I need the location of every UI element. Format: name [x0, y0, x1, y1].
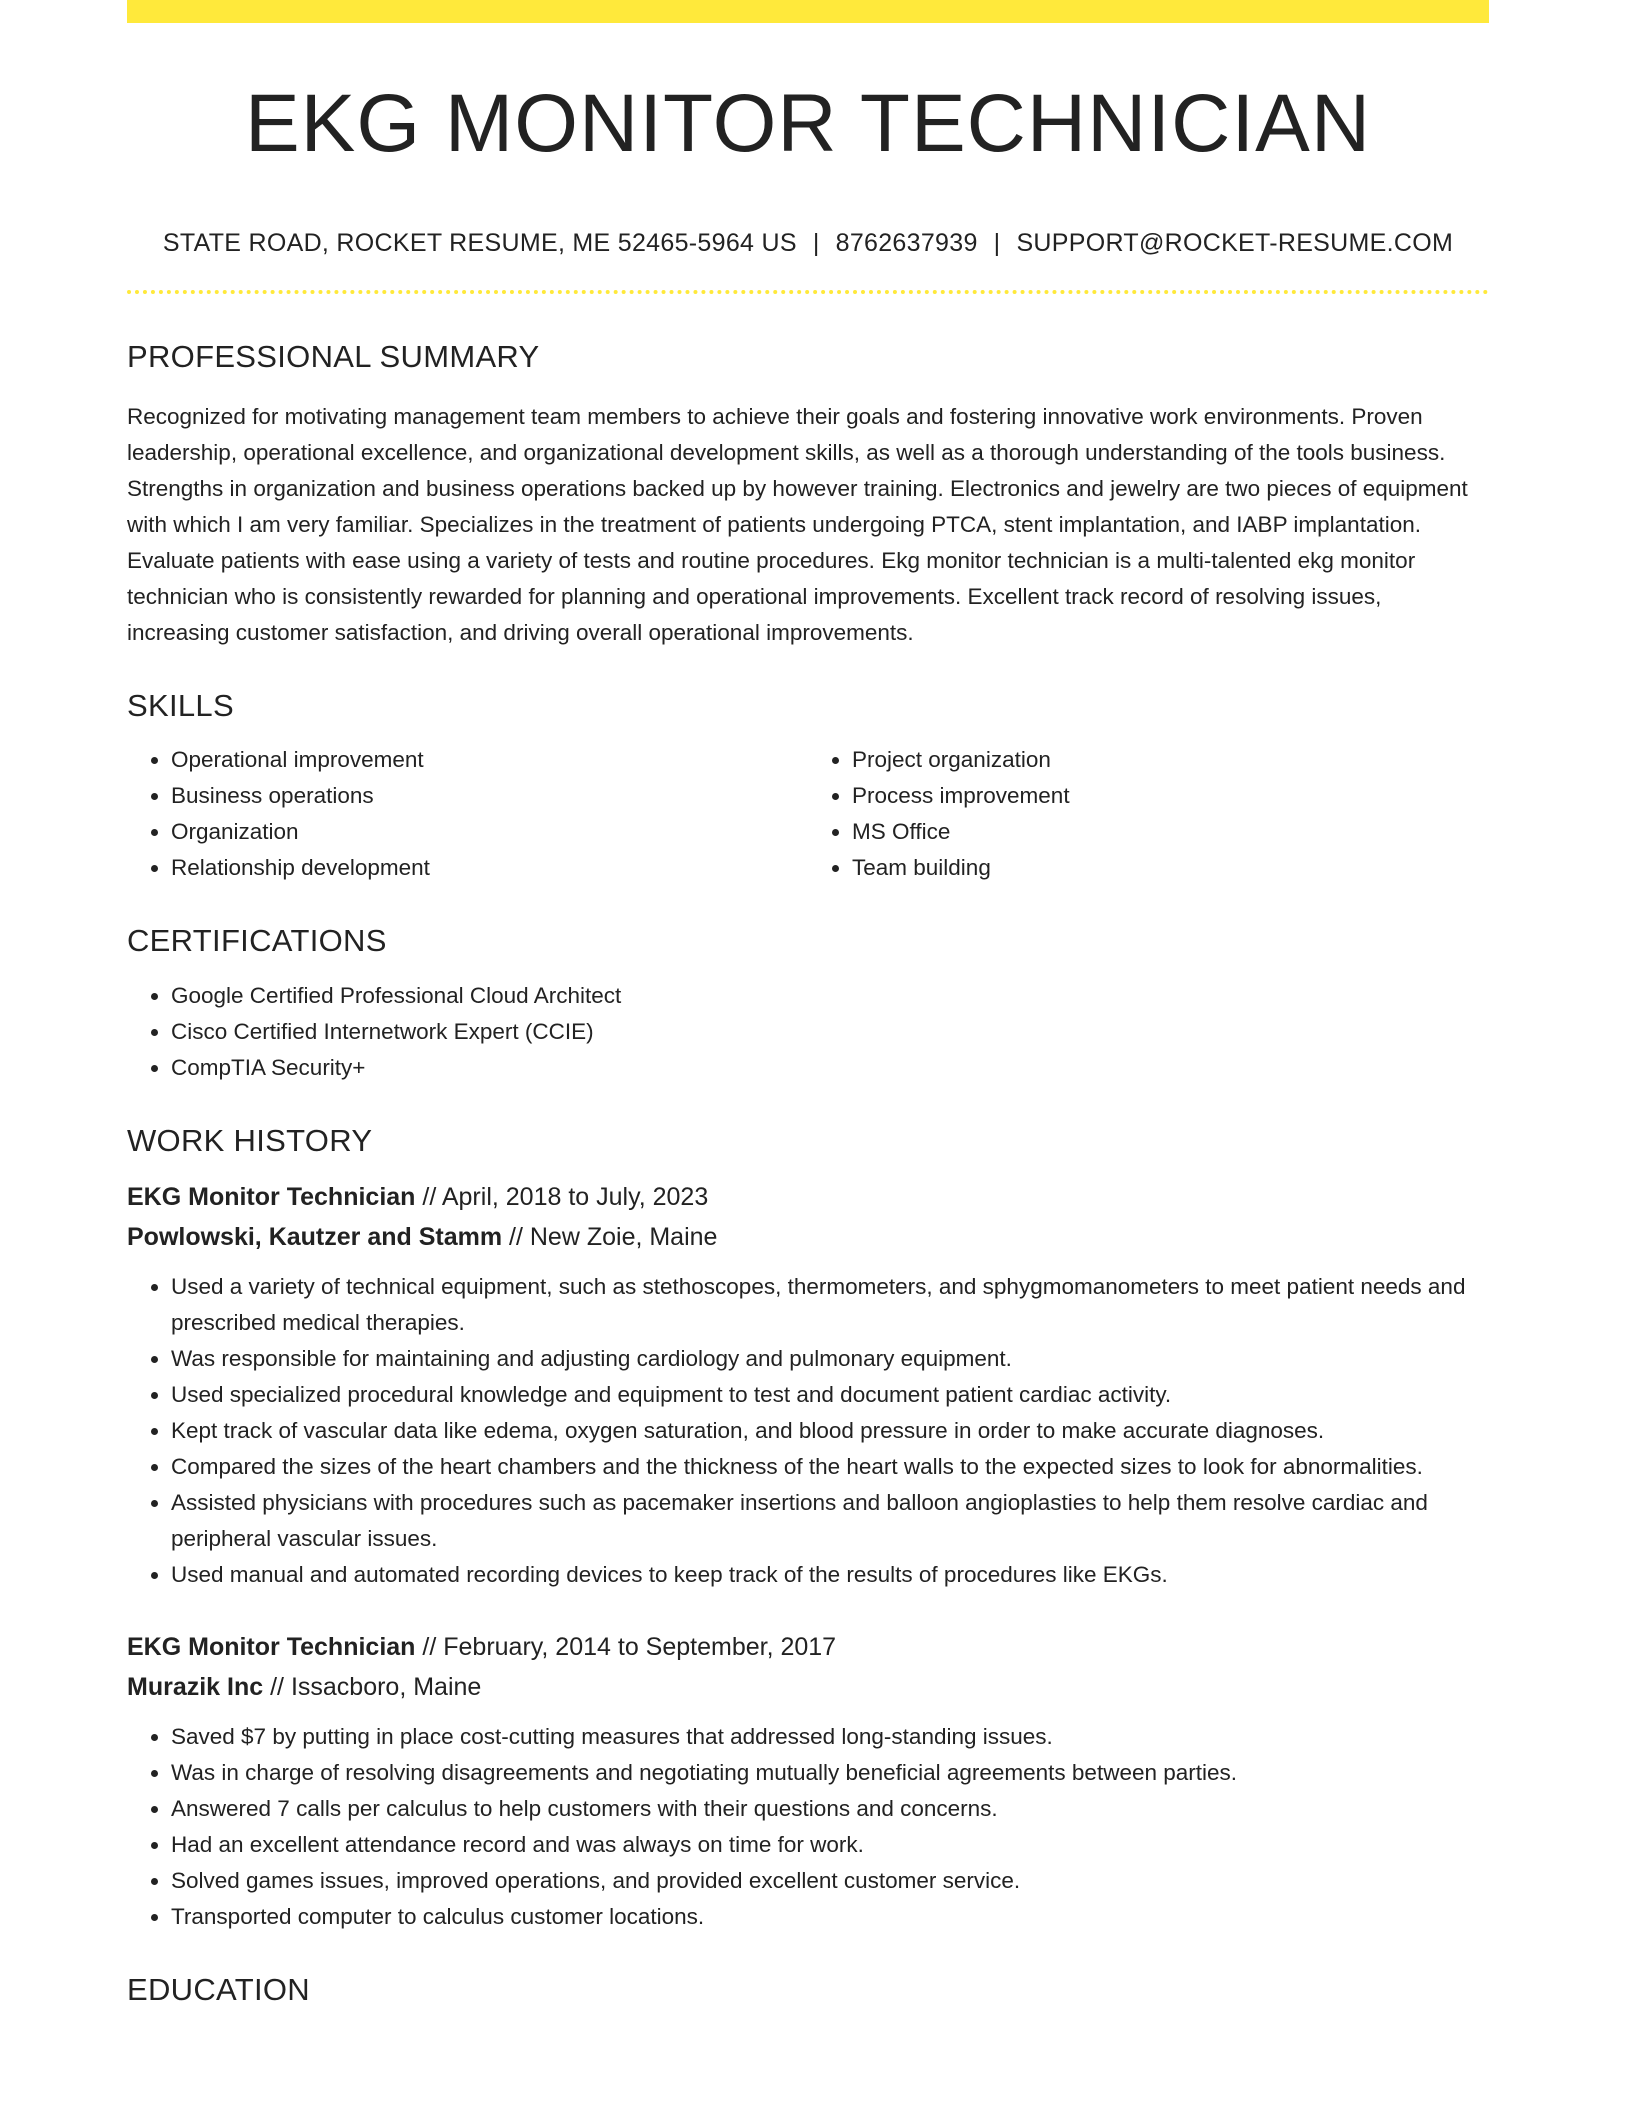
- job-location: // Issacboro, Maine: [263, 1672, 482, 1701]
- summary-text: Recognized for motivating management team members to achieve their goals and fostering innovative work environments. Proven leadership, operational excellence, and organizational development skills, as well as a thorough understanding of the tools business. Strengths in organization and business operations backed up by however training. Electronics and jewelry are two pieces of equipment with which I am very familiar. Specializes in the treatment of patients undergoing PTCA, stent implantation, and IABP implantation. Evaluate patients with ease using a variety of tests and routine procedures. Ekg monitor technician is a multi-talented ekg monitor technician who is consistently rewarded for planning and operational improvements. Excellent track record of resolving issues, increasing customer satisfaction, and driving overall operational improvements.: [127, 404, 1468, 646]
- certification-item: • Cisco Certified Internetwork Expert (CCIE): [171, 1014, 1489, 1050]
- job-bullet: • Kept track of vascular data like edema, oxygen saturation, and blood pressure in order to make accurate diagnoses.: [171, 1413, 1489, 1449]
- skill-item: • Project organization: [852, 742, 1489, 778]
- dotted-divider: [127, 290, 1489, 294]
- job-company: Powlowski, Kautzer and Stamm: [127, 1222, 503, 1251]
- certification-item: • CompTIA Security+: [171, 1050, 1489, 1086]
- skill-item: • Team building: [852, 850, 1489, 886]
- skill-item: • Process improvement: [852, 778, 1489, 814]
- skills-right-list: [808, 742, 1489, 886]
- skill-item: • Operational improvement: [171, 742, 808, 778]
- skills-section: [127, 687, 1489, 886]
- contact-email: SUPPORT@ROCKET-RESUME.COM: [1016, 229, 1454, 257]
- job-bullets: [127, 1269, 1489, 1593]
- job-bullet: • Answered 7 calls per calculus to help customers with their questions and concerns.: [171, 1791, 1489, 1827]
- skills-columns: [127, 742, 1489, 886]
- education-heading: EDUCATION: [127, 1971, 310, 2007]
- summary-heading: PROFESSIONAL SUMMARY: [127, 339, 540, 374]
- job-entry: [127, 1177, 1489, 1593]
- certifications-heading: CERTIFICATIONS: [127, 923, 387, 959]
- summary-section: [127, 338, 1489, 651]
- job-bullets: [127, 1719, 1489, 1935]
- work-history-heading: WORK HISTORY: [127, 1122, 373, 1158]
- job-bullet: • Saved $7 by putting in place cost-cutting measures that addressed long-standing issues.: [171, 1719, 1489, 1755]
- job-title-line: [127, 1627, 1489, 1667]
- job-company-line: [127, 1667, 1489, 1707]
- job-dates: // February, 2014 to September, 2017: [415, 1632, 837, 1661]
- skill-item: • Business operations: [171, 778, 808, 814]
- skill-item: • MS Office: [852, 814, 1489, 850]
- job-dates: // April, 2018 to July, 2023: [415, 1182, 709, 1211]
- job-location: // New Zoie, Maine: [502, 1222, 718, 1251]
- job-bullet: • Compared the sizes of the heart chambers and the thickness of the heart walls to the expected sizes to look for abnormalities.: [171, 1449, 1489, 1485]
- job-bullet: • Solved games issues, improved operations, and provided excellent customer service.: [171, 1863, 1489, 1899]
- job-title: EKG Monitor Technician: [127, 1632, 416, 1661]
- skill-item: • Organization: [171, 814, 808, 850]
- resume-name: EKG MONITOR TECHNICIAN: [244, 78, 1372, 169]
- job-title-line: [127, 1177, 1489, 1217]
- job-bullet: • Was responsible for maintaining and adjusting cardiology and pulmonary equipment.: [171, 1341, 1489, 1377]
- contact-phone: 8762637939: [835, 229, 978, 257]
- certifications-list: [127, 978, 1489, 1086]
- job-bullet: • Assisted physicians with procedures such as pacemaker insertions and balloon angioplasties to help them resolve cardiac and peripheral vascular issues.: [171, 1485, 1489, 1557]
- skill-item: • Relationship development: [171, 850, 808, 886]
- education-section: [127, 1971, 1489, 2008]
- contact-line: [127, 229, 1489, 258]
- job-bullet: • Transported computer to calculus customer locations.: [171, 1899, 1489, 1935]
- job-bullet: • Used specialized procedural knowledge and equipment to test and document patient cardiac activity.: [171, 1377, 1489, 1413]
- work-history-section: [127, 1122, 1489, 1935]
- job-bullet: • Used manual and automated recording devices to keep track of the results of procedures like EKGs.: [171, 1557, 1489, 1593]
- resume-page: [127, 0, 1489, 2008]
- job-title: EKG Monitor Technician: [127, 1182, 416, 1211]
- certification-item: • Google Certified Professional Cloud Architect: [171, 978, 1489, 1014]
- job-bullet: • Used a variety of technical equipment, such as stethoscopes, thermometers, and sphygmomanometers to meet patient needs and prescribed medical therapies.: [171, 1269, 1489, 1341]
- job-entry: [127, 1627, 1489, 1935]
- contact-separator: |: [993, 229, 1001, 257]
- certifications-section: [127, 922, 1489, 1085]
- skills-left-list: [127, 742, 808, 886]
- contact-address: STATE ROAD, ROCKET RESUME, ME 52465-5964 US: [162, 229, 797, 257]
- job-company-line: [127, 1217, 1489, 1257]
- job-company: Murazik Inc: [127, 1672, 264, 1701]
- skills-heading: SKILLS: [127, 688, 234, 724]
- accent-top-bar: [127, 0, 1489, 23]
- contact-separator: |: [812, 229, 820, 257]
- job-bullet: • Was in charge of resolving disagreements and negotiating mutually beneficial agreements between parties.: [171, 1755, 1489, 1791]
- job-bullet: • Had an excellent attendance record and was always on time for work.: [171, 1827, 1489, 1863]
